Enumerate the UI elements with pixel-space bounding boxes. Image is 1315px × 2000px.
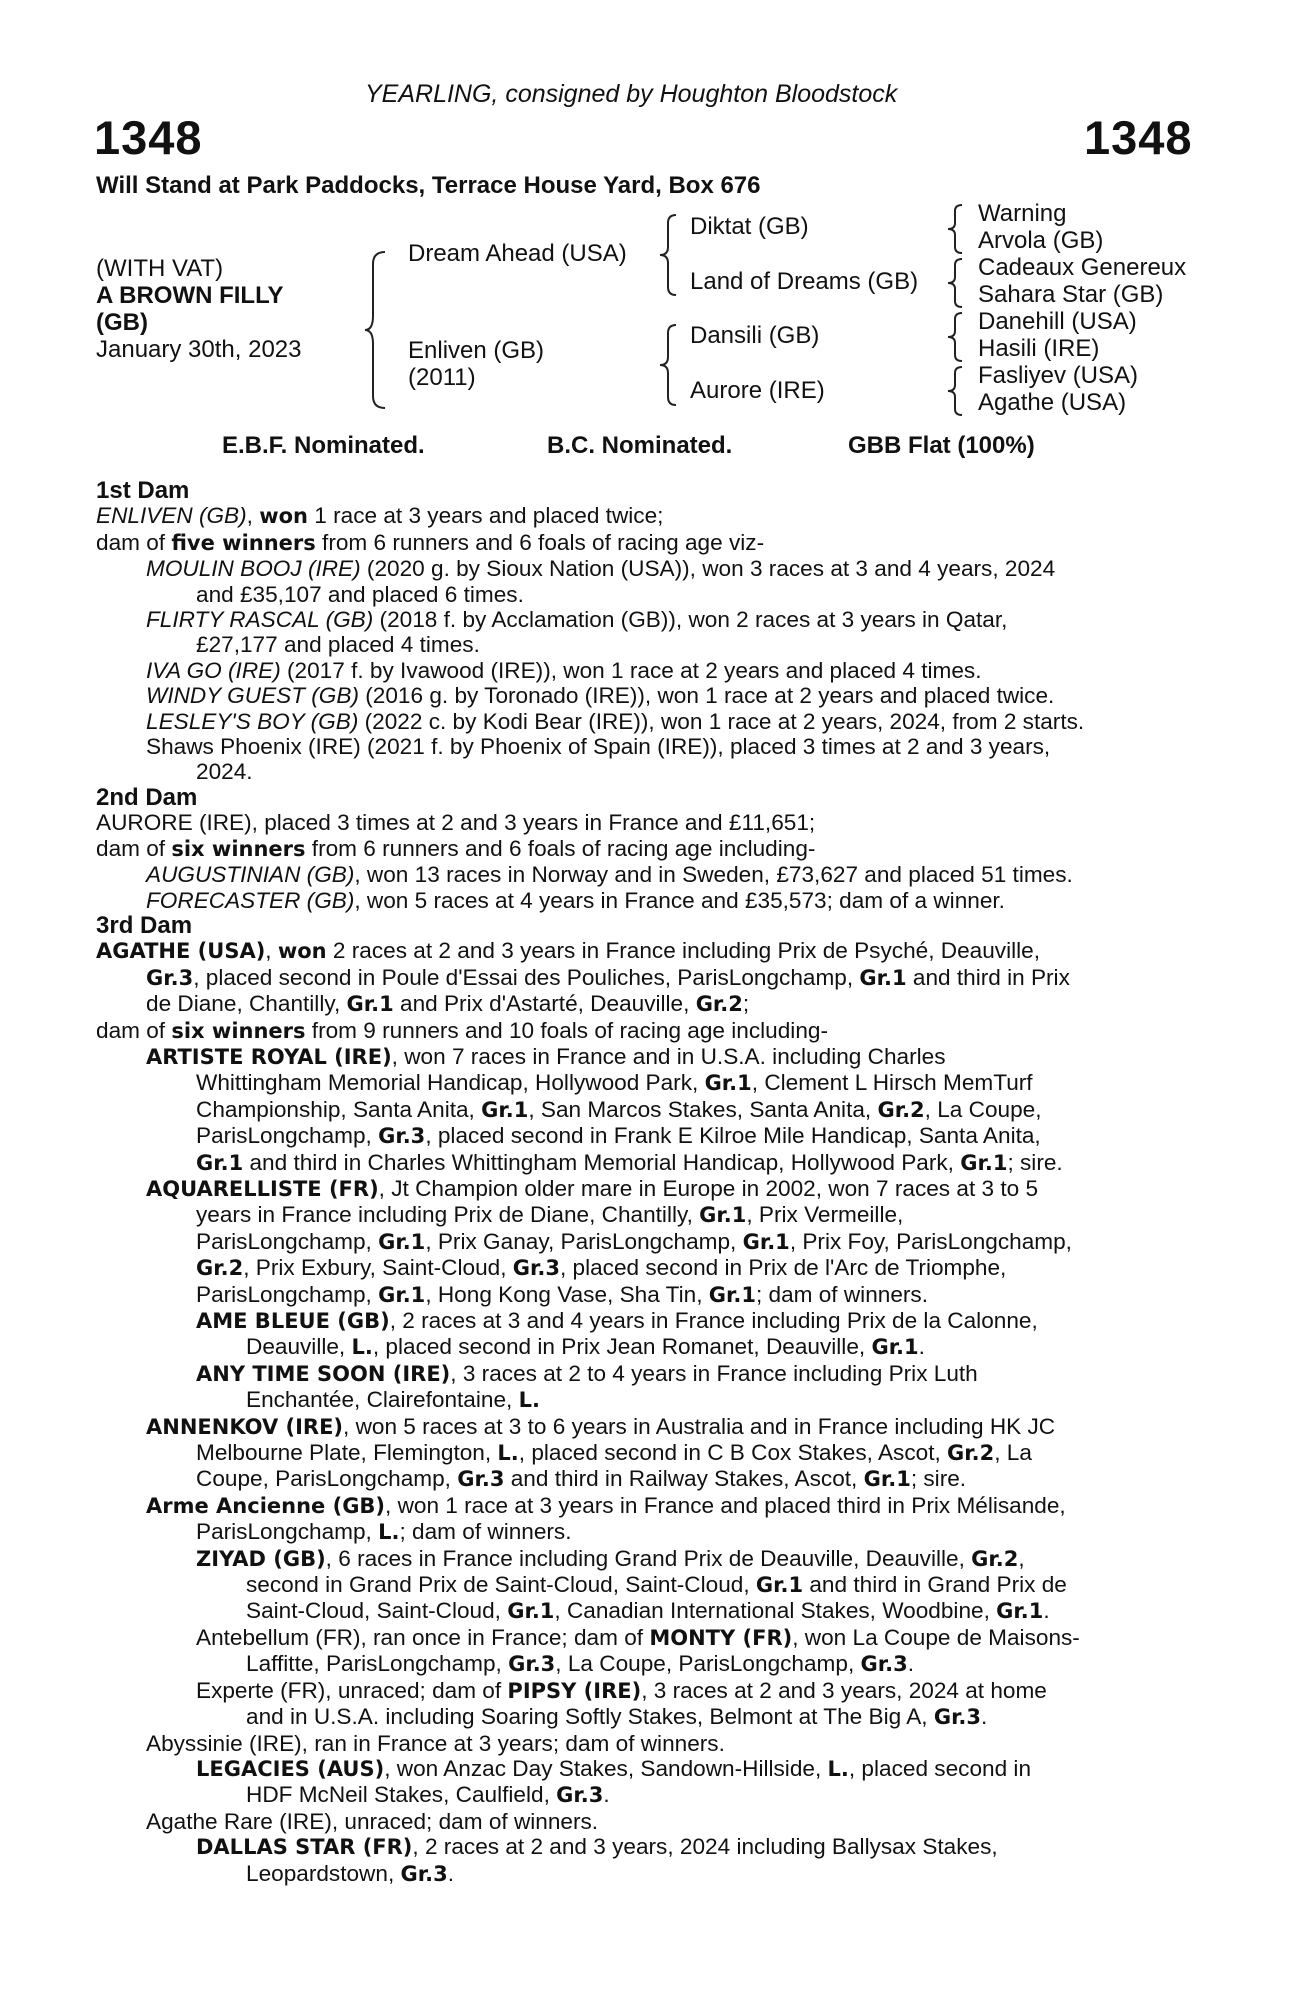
horse-name: A BROWN FILLY xyxy=(96,282,284,309)
ggp-3: Cadeaux Genereux xyxy=(978,254,1187,281)
dam-name: Enliven (GB) xyxy=(408,337,545,364)
produce-entry: FORECASTER (GB), won 5 races at 4 years in France and £35,573; dam of a winner. xyxy=(146,887,1005,913)
foaling-date: January 30th, 2023 xyxy=(96,336,302,363)
produce-entry: LESLEY'S BOY (GB) (2022 c. by Kodi Bear (IRE)), won 1 race at 2 years, 2024, from 2 starts. xyxy=(146,708,1085,734)
third-dam-entry-cont: Gr.3, placed second in Poule d'Essai des Pouliches, ParisLongchamp, Gr.1 and third in Prix xyxy=(146,964,1070,990)
ggp-brace-3 xyxy=(948,311,966,363)
produce-entry-cont: Coupe, ParisLongchamp, Gr.3 and third in Railway Stakes, Ascot, Gr.1; sire. xyxy=(196,1466,967,1492)
lot-number-left: 1348 xyxy=(94,111,203,164)
produce-entry-cont: Melbourne Plate, Flemington, L., placed second in C B Cox Stakes, Ascot, Gr.2, La xyxy=(196,1440,1032,1466)
consignor-line: YEARLING, consigned by Houghton Bloodstock xyxy=(365,80,898,108)
produce-entry: LEGACIES (AUS), won Anzac Day Stakes, Sandown-Hillside, L., placed second in xyxy=(196,1755,1032,1781)
bc-nomination: B.C. Nominated. xyxy=(547,432,733,459)
ggp-6: Hasili (IRE) xyxy=(978,335,1100,362)
produce-entry-cont: £27,177 and placed 4 times. xyxy=(196,632,480,658)
ggp-8: Agathe (USA) xyxy=(978,389,1127,416)
produce-entry: AME BLEUE (GB), 2 races at 3 and 4 years in France including Prix de la Calonne, xyxy=(196,1308,1038,1333)
produce-entry-cont: ParisLongchamp, Gr.1, Prix Ganay, ParisLongchamp, Gr.1, Prix Foy, ParisLongchamp, xyxy=(196,1228,1072,1254)
sire-dam: Land of Dreams (GB) xyxy=(690,268,919,295)
produce-entry: ANNENKOV (IRE), won 5 races at 3 to 6 years in Australia and in France including HK JC xyxy=(146,1413,1056,1439)
produce-entry-cont: Gr.1 and third in Charles Whittingham Memorial Handicap, Hollywood Park, Gr.1; sire. xyxy=(196,1149,1063,1175)
produce-entry: IVA GO (IRE) (2017 f. by Ivawood (IRE)), won 1 race at 2 years and placed 4 times. xyxy=(146,657,982,683)
produce-entry-cont: Laffitte, ParisLongchamp, Gr.3, La Coupe, ParisLongchamp, Gr.3. xyxy=(246,1651,914,1677)
ggp-7: Fasliyev (USA) xyxy=(978,362,1139,389)
third-dam-entry-cont: de Diane, Chantilly, Gr.1 and Prix d'Astarté, Deauville, Gr.2; xyxy=(146,991,750,1017)
produce-entry-cont: and in U.S.A. including Soaring Softly Stakes, Belmont at The Big A, Gr.3. xyxy=(246,1704,988,1730)
third-dam-heading: 3rd Dam xyxy=(96,911,193,939)
produce-entry-cont: and £35,107 and placed 6 times. xyxy=(196,581,524,607)
dam-brace xyxy=(660,323,684,407)
pedigree-brace xyxy=(365,250,395,410)
produce-entry-cont: 2024. xyxy=(196,759,253,785)
produce-entry: Antebellum (FR), ran once in France; dam of MONTY (FR), won La Coupe de Maisons- xyxy=(196,1624,1080,1650)
second-dam-heading: 2nd Dam xyxy=(96,783,198,811)
second-dam-entry: AURORE (IRE), placed 3 times at 2 and 3 years in France and £11,651; xyxy=(96,810,816,836)
ggp-2: Arvola (GB) xyxy=(978,227,1104,254)
dam-year: (2011) xyxy=(408,364,476,391)
horse-country: (GB) xyxy=(96,309,148,336)
produce-entry: DALLAS STAR (FR), 2 races at 2 and 3 years, 2024 including Ballysax Stakes, xyxy=(196,1834,998,1860)
gbb-flat: GBB Flat (100%) xyxy=(848,432,1035,459)
ggp-brace-4 xyxy=(948,365,966,417)
dam-entry: ENLIVEN (GB), won 1 race at 3 years and placed twice; xyxy=(96,503,664,529)
sire-sire: Diktat (GB) xyxy=(690,213,809,240)
dam-family-text xyxy=(96,478,1204,1887)
produce-entry-cont: ParisLongchamp, Gr.1, Hong Kong Vase, Sha Tin, Gr.1; dam of winners. xyxy=(196,1281,928,1307)
produce-entry-cont: Championship, Santa Anita, Gr.1, San Marcos Stakes, Santa Anita, Gr.2, La Coupe, xyxy=(196,1096,1042,1122)
produce-entry-cont: HDF McNeil Stakes, Caulfield, Gr.3. xyxy=(246,1782,610,1808)
produce-entry: ANY TIME SOON (IRE), 3 races at 2 to 4 years in France including Prix Luth xyxy=(196,1360,978,1386)
third-dam-entry: AGATHE (USA), won 2 races at 2 and 3 years in France including Prix de Psyché, Deauville, xyxy=(96,938,1040,964)
produce-entry-cont: Leopardstown, Gr.3. xyxy=(246,1860,454,1886)
produce-summary: dam of six winners from 6 runners and 6 foals of racing age including- xyxy=(96,835,816,861)
produce-entry: ARTISTE ROYAL (IRE), won 7 races in France and in U.S.A. including Charles xyxy=(146,1043,946,1069)
produce-entry-cont: years in France including Prix de Diane, Chantilly, Gr.1, Prix Vermeille, xyxy=(196,1202,904,1228)
dam-sire: Dansili (GB) xyxy=(690,322,820,349)
produce-summary: dam of five winners from 6 runners and 6 foals of racing age viz- xyxy=(96,529,765,555)
produce-entry: Agathe Rare (IRE), unraced; dam of winners. xyxy=(146,1808,599,1834)
produce-entry: Abyssinie (IRE), ran in France at 3 years; dam of winners. xyxy=(146,1730,725,1756)
produce-summary: dam of six winners from 9 runners and 10 foals of racing age including- xyxy=(96,1017,828,1043)
produce-entry: MOULIN BOOJ (IRE) (2020 g. by Sioux Nation (USA)), won 3 races at 3 and 4 years, 2024 xyxy=(146,556,1056,582)
produce-entry: AQUARELLISTE (FR), Jt Champion older mare in Europe in 2002, won 7 races at 3 to 5 xyxy=(146,1175,1039,1201)
produce-entry-cont: second in Grand Prix de Saint-Cloud, Saint-Cloud, Gr.1 and third in Grand Prix de xyxy=(246,1572,1067,1598)
produce-entry-cont: Whittingham Memorial Handicap, Hollywood Park, Gr.1, Clement L Hirsch MemTurf xyxy=(196,1070,1033,1096)
produce-entry-cont: ParisLongchamp, Gr.3, placed second in Frank E Kilroe Mile Handicap, Santa Anita, xyxy=(196,1123,1041,1149)
produce-entry-cont: Saint-Cloud, Saint-Cloud, Gr.1, Canadian International Stakes, Woodbine, Gr.1. xyxy=(246,1598,1050,1624)
produce-entry-cont: ParisLongchamp, L.; dam of winners. xyxy=(196,1519,572,1545)
vat-note: (WITH VAT) xyxy=(96,255,224,282)
produce-entry: AUGUSTINIAN (GB), won 13 races in Norway and in Sweden, £73,627 and placed 51 times. xyxy=(146,862,1073,888)
ebf-nomination: E.B.F. Nominated. xyxy=(222,432,425,459)
stand-location: Will Stand at Park Paddocks, Terrace House Yard, Box 676 xyxy=(96,172,761,199)
produce-entry: FLIRTY RASCAL (GB) (2018 f. by Acclamation (GB)), won 2 races at 3 years in Qatar, xyxy=(146,607,1008,633)
sire-brace xyxy=(660,213,684,297)
produce-entry-cont: Deauville, L., placed second in Prix Jean Romanet, Deauville, Gr.1. xyxy=(246,1334,925,1360)
produce-entry: Experte (FR), unraced; dam of PIPSY (IRE), 3 races at 2 and 3 years, 2024 at home xyxy=(196,1677,1047,1703)
produce-entry: Shaws Phoenix (IRE) (2021 f. by Phoenix of Spain (IRE)), placed 3 times at 2 and 3 years, xyxy=(146,734,1051,760)
sire-name: Dream Ahead (USA) xyxy=(408,240,627,267)
ggp-brace-2 xyxy=(948,257,966,309)
produce-entry: WINDY GUEST (GB) (2016 g. by Toronado (IRE)), won 1 race at 2 years and placed twice. xyxy=(146,683,1055,709)
produce-entry: ZIYAD (GB), 6 races in France including Grand Prix de Deauville, Deauville, Gr.2, xyxy=(196,1545,1025,1571)
produce-entry: Arme Ancienne (GB), won 1 race at 3 years in France and placed third in Prix Mélisande, xyxy=(146,1492,1066,1518)
produce-entry-cont: Enchantée, Clairefontaine, L. xyxy=(246,1387,540,1413)
ggp-1: Warning xyxy=(978,200,1067,227)
ggp-brace-1 xyxy=(948,203,966,255)
ggp-5: Danehill (USA) xyxy=(978,308,1137,335)
produce-entry-cont: Gr.2, Prix Exbury, Saint-Cloud, Gr.3, placed second in Prix de l'Arc de Triomphe, xyxy=(196,1255,1007,1281)
dam-dam: Aurore (IRE) xyxy=(690,377,825,404)
ggp-4: Sahara Star (GB) xyxy=(978,281,1164,308)
lot-number-right: 1348 xyxy=(1084,111,1193,164)
first-dam-heading: 1st Dam xyxy=(96,477,190,504)
